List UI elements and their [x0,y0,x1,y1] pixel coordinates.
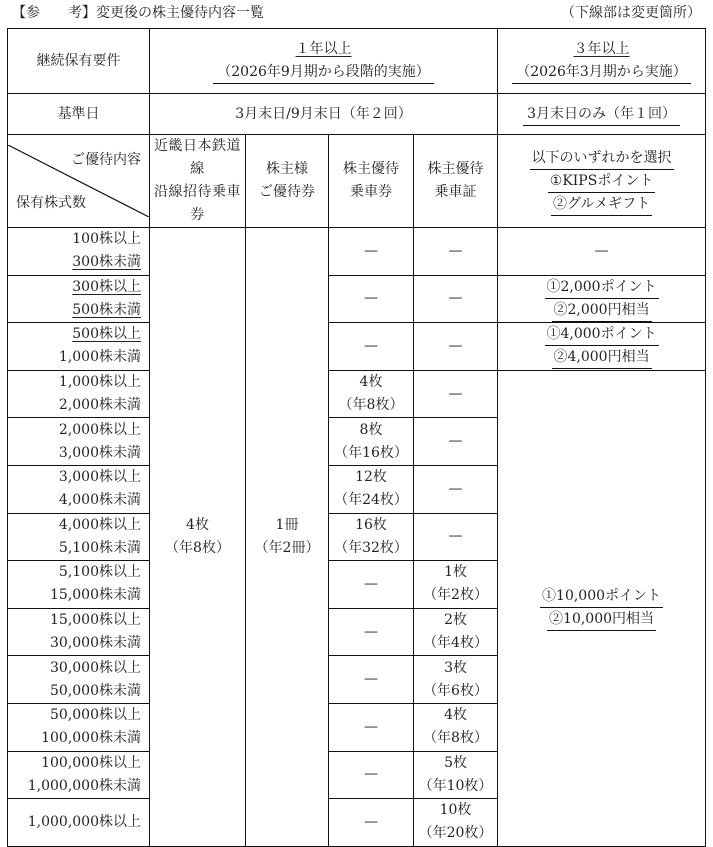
pass-annual: （年2枚） [423,587,488,604]
three-year-label: ３年以上 [573,41,630,57]
col-header-choice-line3: ②グルメギフト [551,193,652,216]
shares-range [8,751,150,799]
pass-cell: — [414,228,498,276]
shares-to: 15,000株未満 [50,587,141,604]
choice-cell: — [498,228,706,276]
shares-range [8,275,150,323]
record-date-label: 基準日 [8,94,150,135]
shares-to: 2,000株未満 [58,397,141,414]
choice-gift-large: ②10,000円相当 [547,608,656,631]
col-header-choice-line2: ①KIPSポイント [548,170,656,193]
col-header-ticket [329,135,414,228]
benefit-content-label: ご優待内容 [71,152,141,168]
shares-to: 4,000株未満 [58,492,141,509]
col-header-invite-ticket [150,135,246,228]
pass-cell: — [414,513,498,561]
shares-range [8,656,150,704]
choice-gift: ②2,000円相当 [552,299,652,322]
shares-from: 50,000株以上 [50,707,141,724]
choice-gift: ②4,000円相当 [552,346,652,369]
shares-from: 100株以上 [72,231,141,248]
shares-from: 500株以上 [72,326,141,343]
shares-to: 3,000株未満 [58,444,141,461]
ticket-cell: — [329,656,414,704]
shares-from: 15,000株以上 [50,612,141,629]
shares-range [8,418,150,466]
pass-cell [414,656,498,704]
ticket-annual: （年16枚） [334,444,408,461]
ticket-cell [329,513,414,561]
pass-count: 10枚 [439,802,472,819]
voucher-merged [246,228,329,847]
ticket-cell [329,370,414,418]
ticket-annual: （年32枚） [334,539,408,556]
one-year-requirement [150,29,498,94]
choice-points: ①4,000ポイント [545,323,659,346]
choice-cell [498,275,706,323]
pass-count: 3枚 [444,659,467,676]
pass-cell [414,608,498,656]
shares-range [8,799,150,847]
col-header-invite-line1: 近畿日本鉄道線 [154,138,241,177]
record-date-one-year: 3月末日/9月末日（年２回） [150,94,498,135]
choice-cell [498,323,706,371]
col-header-voucher-line2: ご優待券 [259,184,315,200]
three-year-requirement [498,29,706,94]
three-year-start: （2026年3月期から実施） [512,61,691,84]
shares-to: 30,000株未満 [50,635,141,652]
ticket-count: 8枚 [359,421,383,438]
choice-merged [498,370,706,846]
shares-to: 5,100株未満 [58,539,141,556]
ticket-annual: （年8枚） [338,397,404,414]
shares-range [8,608,150,656]
record-date-three-year [498,94,706,135]
one-year-start: （2026年9月期から段階的実施） [213,61,434,84]
shares-range [8,228,150,276]
record-date-three-year-text: 3月末日のみ（年１回） [523,103,680,126]
ticket-cell: — [329,323,414,371]
pass-count: 1枚 [444,564,467,581]
voucher-count: 1冊 [275,516,299,533]
choice-points-large: ①10,000ポイント [540,585,663,608]
ticket-cell [329,465,414,513]
shares-held-label: 保有株式数 [16,195,86,211]
pass-cell: — [414,418,498,466]
shares-range [8,513,150,561]
shares-range [8,323,150,371]
col-header-pass [414,135,498,228]
shares-from: 1,000株以上 [58,374,141,391]
pass-cell [414,703,498,751]
pass-count: 2枚 [444,612,467,629]
col-header-pass-line1: 株主優待 [427,161,484,177]
pass-annual: （年6枚） [423,682,488,699]
col-header-voucher [246,135,329,228]
shares-range [8,561,150,609]
column-header-row [8,135,706,228]
pass-cell: — [414,323,498,371]
shares-from: 100,000株以上 [41,754,141,771]
shares-to: 300株未満 [72,254,141,271]
shares-from: 30,000株以上 [50,659,141,676]
shares-from: 5,100株以上 [58,564,141,581]
invite-ticket-merged [150,228,246,847]
holding-requirement-row [8,29,706,94]
col-header-pass-line2: 乗車証 [434,184,477,200]
col-header-choice-line1: 以下のいずれかを選択 [530,147,674,170]
pass-cell: — [414,465,498,513]
ticket-count: 16枚 [355,516,387,533]
ticket-cell: — [329,608,414,656]
shares-to: 500株未満 [72,301,141,318]
diagonal-header-cell [8,135,150,228]
ticket-count: 4枚 [359,374,383,391]
ticket-cell [329,418,414,466]
pass-count: 4枚 [444,707,467,724]
pass-cell [414,561,498,609]
col-header-ticket-line1: 株主優待 [343,161,399,177]
table-row [8,275,706,323]
holding-requirement-label: 継続保有要件 [8,29,150,94]
col-header-choice [498,135,706,228]
ticket-count: 12枚 [355,469,387,486]
pass-cell [414,751,498,799]
ticket-cell: — [329,228,414,276]
table-row [8,323,706,371]
shares-from: 300株以上 [72,278,141,295]
ticket-annual: （年24枚） [334,492,408,509]
ticket-cell: — [329,275,414,323]
shares-from: 1,000,000株以上 [27,813,141,830]
choice-points: ①2,000ポイント [545,276,659,299]
shares-range [8,370,150,418]
shares-to: 100,000株未満 [41,730,141,747]
shares-to: 1,000株未満 [58,349,141,366]
pass-cell: — [414,370,498,418]
one-year-label: １年以上 [295,41,352,57]
shares-from: 2,000株以上 [58,421,141,438]
shares-from: 3,000株以上 [58,469,141,486]
pass-count: 5枚 [444,754,467,771]
pass-annual: （年20枚） [418,825,493,842]
ticket-cell: — [329,751,414,799]
pass-annual: （年8枚） [423,730,488,747]
shares-range [8,465,150,513]
pass-annual: （年10枚） [418,777,493,794]
record-date-row [8,94,706,135]
shareholder-benefit-table [7,28,706,847]
pass-cell: — [414,275,498,323]
table-row [8,370,706,418]
invite-ticket-count: 4枚 [186,516,209,533]
shares-from: 4,000株以上 [58,516,141,533]
shares-to: 1,000,000株未満 [27,777,141,794]
shares-to: 50,000株未満 [50,682,141,699]
invite-ticket-annual: （年8枚） [165,539,230,556]
pass-cell [414,799,498,847]
shares-range [8,703,150,751]
ticket-cell: — [329,799,414,847]
table-row [8,228,706,276]
col-header-invite-line2: 沿線招待乗車券 [154,184,241,223]
ticket-cell: — [329,561,414,609]
col-header-voucher-line1: 株主様 [266,161,308,177]
document-title: 【参 考】変更後の株主優待内容一覧 [12,5,264,21]
col-header-ticket-line2: 乗車券 [350,184,392,200]
pass-annual: （年4枚） [423,635,488,652]
voucher-annual: （年2冊） [254,539,320,556]
ticket-cell: — [329,703,414,751]
underline-note: （下線部は変更箇所） [561,5,701,21]
